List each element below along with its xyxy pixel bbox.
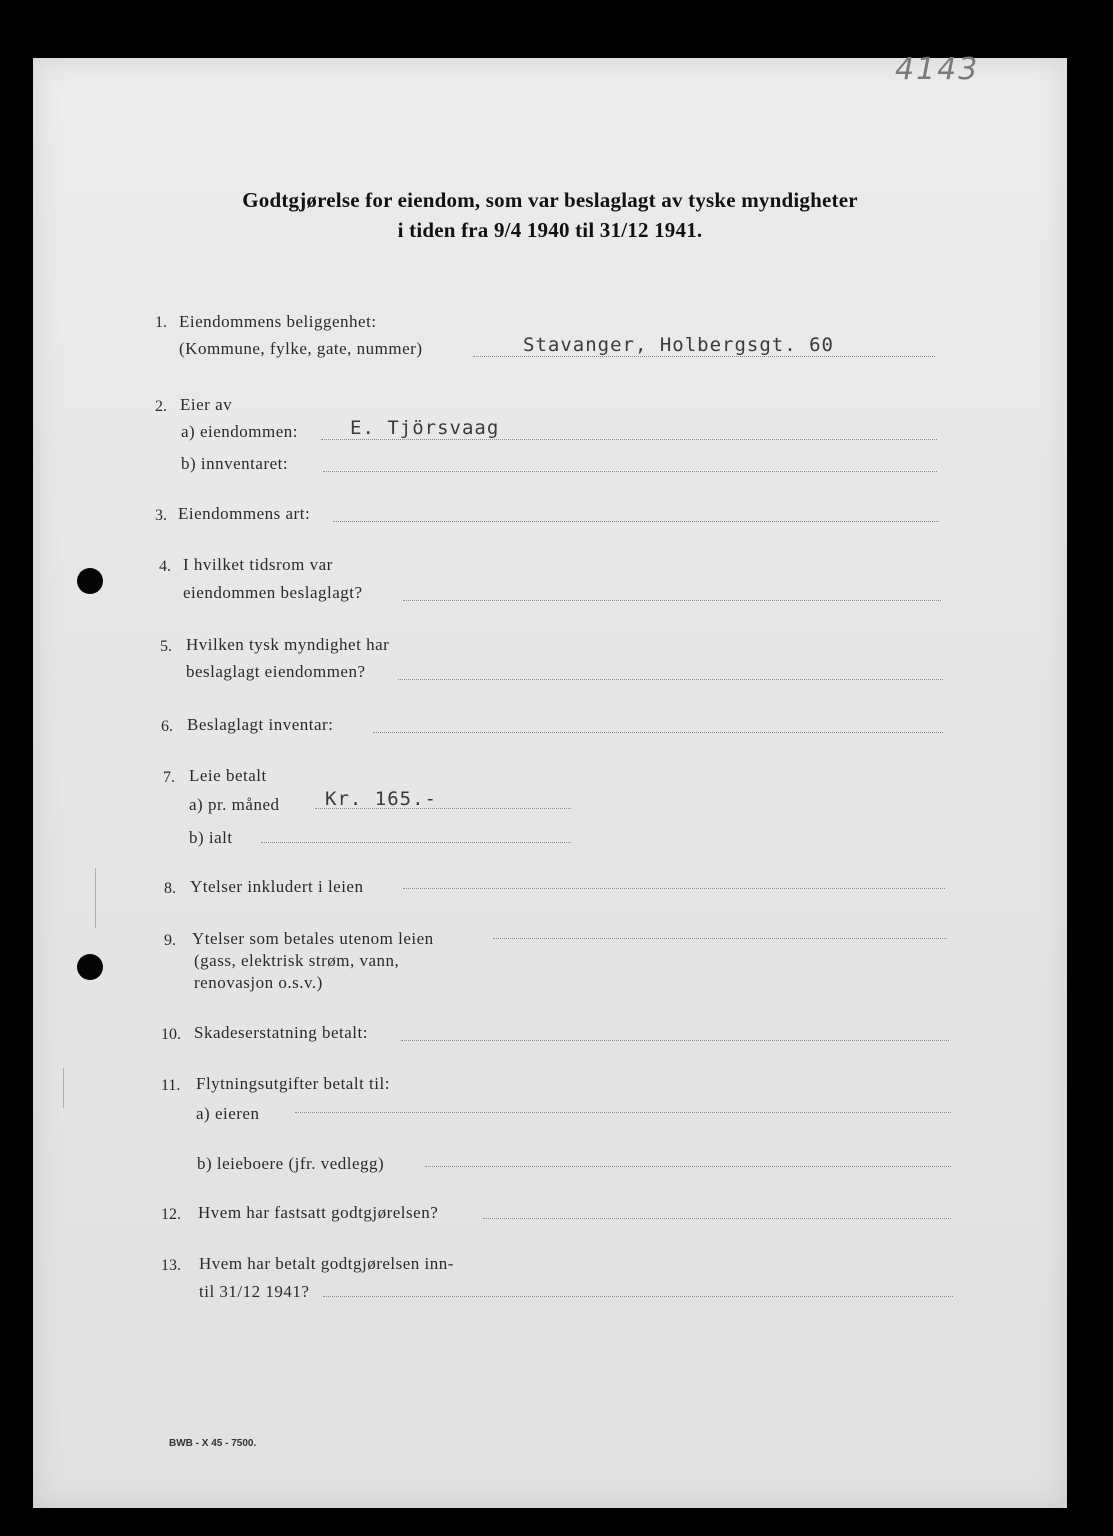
item-11-label: Flytningsutgifter betalt til: [196,1074,390,1093]
item-2a-label: a) eiendommen: [181,422,298,441]
form-sheet [33,52,1067,1508]
item-9-answer-line [493,938,947,939]
item-12-label: Hvem har fastsatt godtgjørelsen? [198,1203,439,1222]
item-13-answer-line [323,1296,953,1297]
item-5-sublabel: beslaglagt eiendommen? [186,662,366,681]
item-1-sublabel: (Kommune, fylke, gate, nummer) [179,339,423,358]
item-2a-answer-line [321,439,937,440]
item-1-answer: Stavanger, Holbergsgt. 60 [523,334,834,356]
edge-mark [95,868,96,928]
item-2b-answer-line [323,471,937,472]
item-7a-label: a) pr. måned [189,795,280,814]
item-6-label: Beslaglagt inventar: [187,715,334,734]
item-1-label: Eiendommens beliggenhet: [179,312,377,331]
punch-hole-top [77,568,103,594]
item-4-label: I hvilket tidsrom var [183,555,333,574]
item-4-answer-line [403,600,941,601]
item-3-answer-line [333,521,939,522]
item-9-sublabel-2: renovasjon o.s.v.) [194,973,323,992]
item-2b-label: b) innventaret: [181,454,289,473]
item-11a-answer-line [295,1112,951,1113]
item-7-number: 7. [163,769,175,786]
item-5-label: Hvilken tysk myndighet har [186,635,390,654]
item-10-label: Skadeserstatning betalt: [194,1023,368,1042]
item-10-answer-line [401,1040,949,1041]
item-13-number: 13. [161,1257,181,1274]
item-6-number: 6. [161,718,173,735]
item-2-label: Eier av [180,395,233,414]
item-11b-answer-line [425,1166,951,1167]
item-8-number: 8. [164,880,176,897]
item-7b-answer-line [261,842,571,843]
item-8-answer-line [403,888,945,889]
item-2a-answer: E. Tjörsvaag [350,417,500,439]
item-12-answer-line [483,1218,951,1219]
item-9-label: Ytelser som betales utenom leien [192,929,434,948]
item-12-number: 12. [161,1206,181,1223]
item-10-number: 10. [161,1026,181,1043]
item-4-number: 4. [159,558,171,575]
item-3-number: 3. [155,507,167,524]
item-13-sublabel: til 31/12 1941? [199,1282,310,1301]
item-7a-answer: Kr. 165.- [325,788,437,810]
item-1-number: 1. [155,314,167,331]
form-title-line-1: Godtgjørelse for eiendom, som var beslaglagt av tyske myndigheter [242,188,858,212]
edge-mark [63,1068,64,1108]
printer-code: BWB - X 45 - 7500. [169,1438,257,1449]
item-4-sublabel: eiendommen beslaglagt? [183,583,363,602]
item-1-answer-line [473,356,935,357]
item-5-number: 5. [160,638,172,655]
item-7-label: Leie betalt [189,766,267,785]
item-5-answer-line [398,679,943,680]
form-title-line-2: i tiden fra 9/4 1940 til 31/12 1941. [397,218,703,242]
item-9-sublabel-1: (gass, elektrisk strøm, vann, [194,951,400,970]
handwritten-page-number: 4143 [895,52,980,87]
item-11-number: 11. [161,1077,181,1094]
item-11b-label: b) leieboere (jfr. vedlegg) [197,1154,385,1173]
item-11a-label: a) eieren [196,1104,260,1123]
item-2-number: 2. [155,398,167,415]
item-8-label: Ytelser inkludert i leien [190,877,364,896]
item-7b-label: b) ialt [189,828,233,847]
item-13-label: Hvem har betalt godtgjørelsen inn- [199,1254,454,1273]
punch-hole-bottom [77,954,103,980]
item-9-number: 9. [164,932,176,949]
item-6-answer-line [373,732,943,733]
item-3-label: Eiendommens art: [178,504,311,523]
